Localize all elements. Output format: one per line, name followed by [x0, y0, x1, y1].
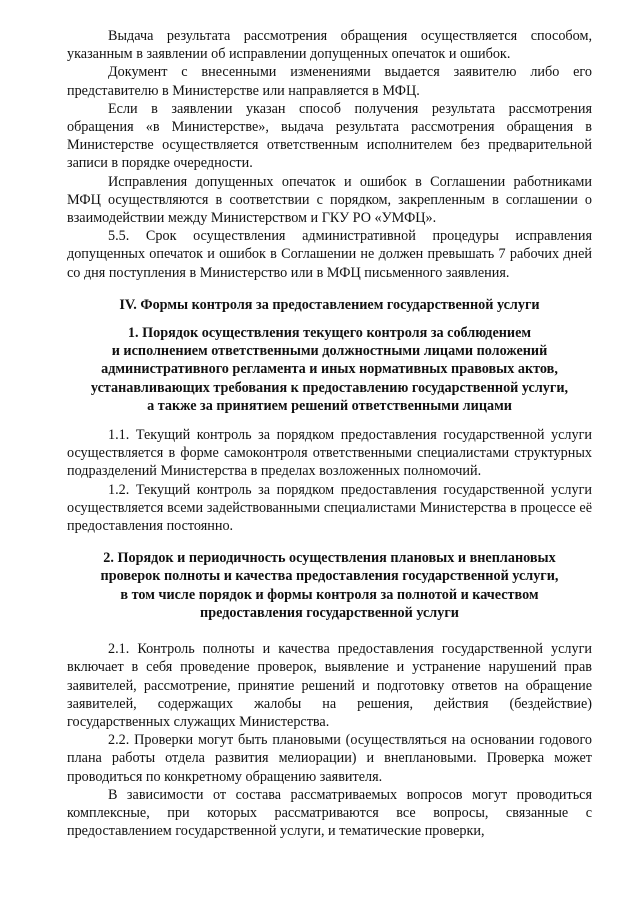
paragraph: 1.2. Текущий контроль за порядком предоставления государственной услуги осуществляется всеми задействованными специалистами Министерства в процессе её предоставления постоянно. — [67, 481, 592, 535]
section-title: IV. Формы контроля за предоставлением государственной услуги — [119, 296, 540, 313]
subsection-title-line: 2. Порядок и периодичность осуществления плановых и внеплановых — [103, 550, 556, 567]
subsection-title-line: а также за принятием решений ответственными лицами — [147, 397, 512, 414]
paragraph: Документ с внесенными изменениями выдается заявителю либо его представителю в Министерстве или направляется в МФЦ. — [67, 64, 592, 99]
subsection-title-line: 1. Порядок осуществления текущего контроля за соблюдением — [127, 325, 532, 342]
subsection-title — [67, 324, 592, 415]
paragraph: 1.1. Текущий контроль за порядком предоставления государственной услуги осуществляется в форме самоконтроля ответственными специалистами структурных подразделений Министерства в пределах возложенных полномочий. — [67, 427, 592, 480]
subsection-title-line: проверок полноты и качества предоставления государственной услуги, — [100, 568, 559, 585]
subsection-title-line: устанавливающих требования к предоставлению государственной услуги, — [90, 379, 569, 396]
paragraph: 5.5. Срок осуществления административной процедуры исправления допущенных опечаток и ошибок в Соглашении не должен превышать 7 рабочих дней со дня поступления в Министерство или в МФЦ письменного заявления. — [67, 228, 592, 281]
paragraph: 2.1. Контроль полноты и качества предоставления государственной услуги включает в себя проведение проверок, выявление и устранение нарушений прав заявителей, рассмотрение, принятие решений и подготовку ответов на обращение заявителей, содержащих жалобы на решения, действия (бездействие) государственных служащих Министерства. — [67, 641, 592, 730]
paragraph: 2.2. Проверки могут быть плановыми (осуществляться на основании годового плана работы отдела развития мелиорации) и внеплановыми. Проверка может проводиться по конкретному обращению заявителя. — [67, 732, 592, 785]
paragraph: Исправления допущенных опечаток и ошибок в Соглашении работниками МФЦ осуществляются в соответствии с порядком, закрепленным в соглашении о взаимодействии между Министерством и ГКУ РО «УМФЦ». — [67, 173, 592, 227]
subsection-title-line: административного регламента и иных нормативных правовых актов, — [101, 361, 558, 378]
paragraph: Выдача результата рассмотрения обращения осуществляется способом, указанным в заявлении об исправлении допущенных опечаток и ошибок. — [67, 28, 592, 63]
subsection-title-line: и исполнением ответственными должностными лицами положений — [111, 343, 548, 360]
subsection-title-line: предоставления государственной услуги — [200, 604, 459, 621]
subsection-title-line: в том числе порядок и формы контроля за полнотой и качеством — [120, 586, 539, 603]
paragraph: Если в заявлении указан способ получения результата рассмотрения обращения «в Министерстве», выдача результата рассмотрения обращения в Министерстве осуществляется ответственным исполнителем без предварительной записи в порядке очередности. — [67, 100, 592, 172]
subsection-title — [67, 549, 592, 622]
paragraph: В зависимости от состава рассматриваемых вопросов могут проводиться комплексные, при которых рассматриваются все вопросы, связанные с предоставлением государственной услуги, и тематические проверки, — [67, 786, 592, 840]
